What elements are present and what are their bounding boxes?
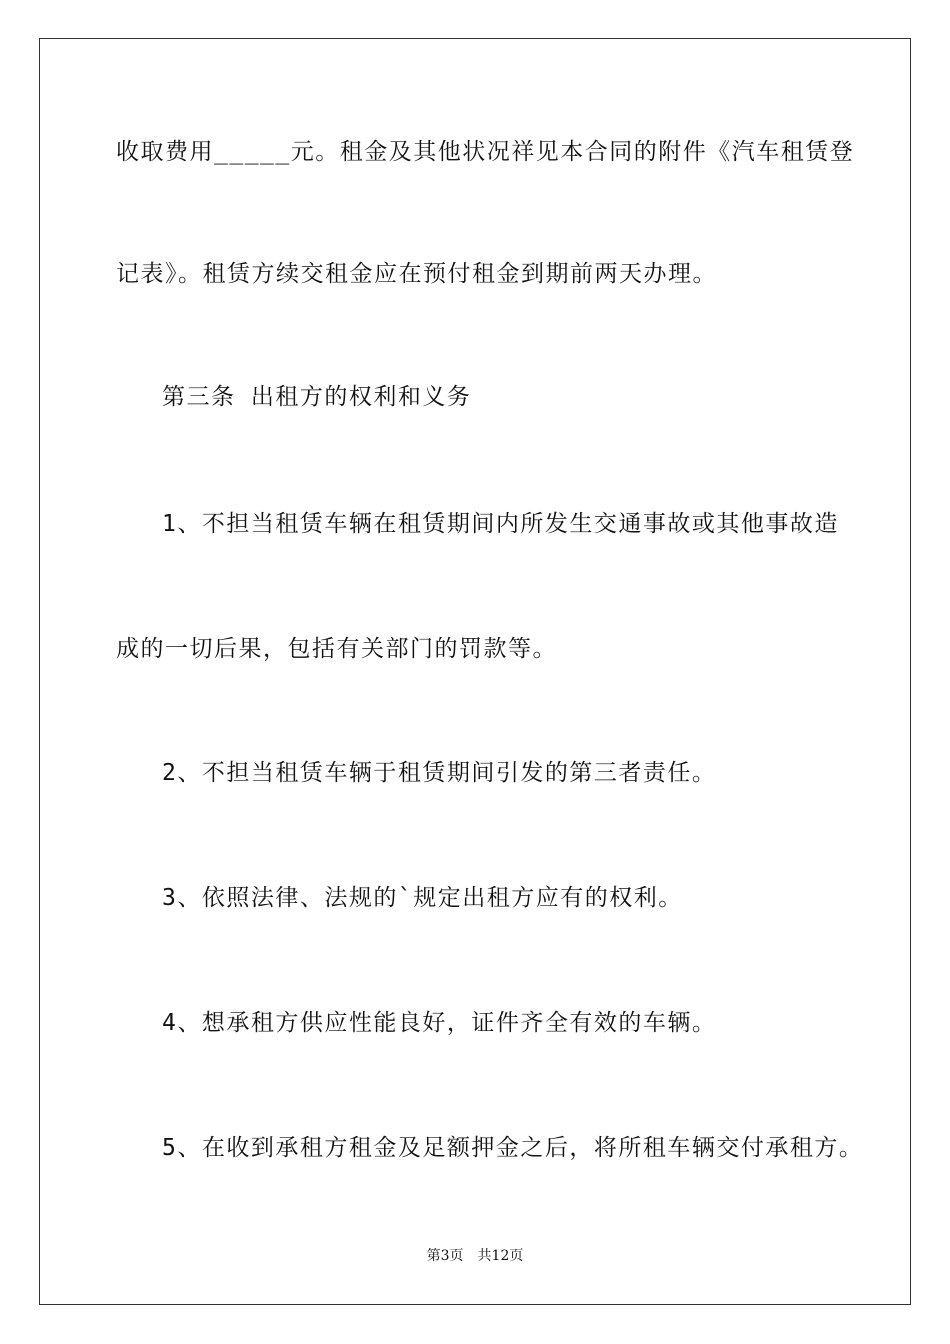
list-item: 3、依照法律、法规的`规定出租方应有的权利。 (162, 885, 683, 911)
list-item: 5、在收到承租方租金及足额押金之后，将所租车辆交付承租方。 (162, 1135, 864, 1161)
list-item: 1、不担当租赁车辆在租赁期间内所发生交通事故或其他事故造 (162, 511, 839, 537)
list-item: 4、想承租方供应性能良好，证件齐全有效的车辆。 (162, 1010, 717, 1036)
paragraph-line: 收取费用_____元。租金及其他状况祥见本合同的附件《汽车租赁登 (116, 139, 855, 165)
page-number: 第3页 (426, 1248, 464, 1264)
list-item: 2、不担当租赁车辆于租赁期间引发的第三者责任。 (162, 760, 717, 786)
page-border (39, 38, 911, 1305)
page-total: 共12页 (477, 1248, 524, 1264)
list-item-continuation: 成的一切后果，包括有关部门的罚款等。 (116, 636, 557, 662)
page-footer (0, 1247, 950, 1265)
paragraph-line: 记表》。租赁方续交租金应在预付租金到期前两天办理。 (116, 261, 717, 287)
section-heading: 第三条 出租方的权利和义务 (162, 384, 472, 410)
